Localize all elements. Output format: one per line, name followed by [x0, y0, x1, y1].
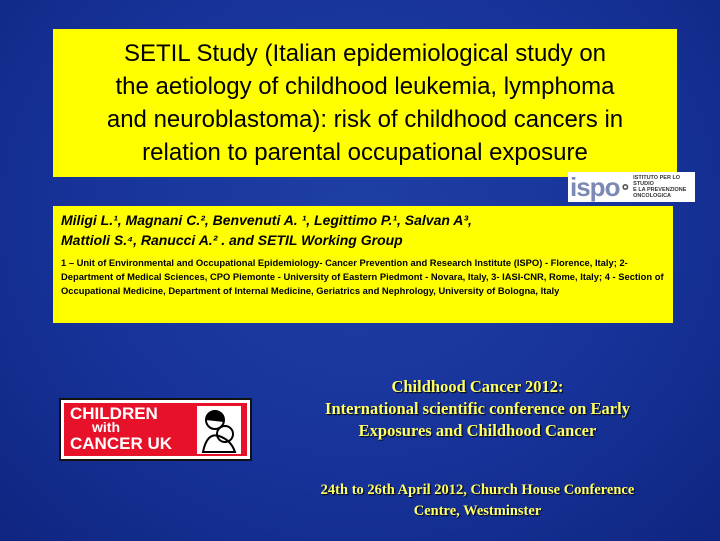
- ispo-sub-line: E LA PREVENZIONE ONCOLOGICA: [633, 187, 687, 199]
- ispo-logo-subtitle: [633, 175, 695, 199]
- title-box: [53, 29, 677, 177]
- authors-line: Miligi L.¹, Magnani C.², Benvenuti A. ¹, Legittimo P.¹, Salvan A³,: [61, 212, 472, 228]
- title-line: SETIL Study (Italian epidemiological study on: [123, 40, 607, 67]
- title-line: the aetiology of childhood leukemia, lymphoma: [115, 73, 615, 100]
- affiliations: 1 – Unit of Environmental and Occupational Epidemiology- Cancer Prevention and Research Institute (ISPO) - Florence, Italy; 2-Department of Medical Sciences, CPO Piemonte - University of Eastern Piedmont - Novara, Italy, 3- IASI-CNR, Rome, Italy; 4 - Section of Occupational Medicine, Department of Internal Medicine, Geriatrics and Nephrology, University of Bologna, Italy: [61, 257, 664, 296]
- venue-info: [265, 480, 690, 522]
- conference-line: Exposures and Childhood Cancer: [358, 421, 597, 440]
- conference-line: International scientific conference on Early: [325, 399, 630, 418]
- cwc-logo-line: CANCER UK: [70, 434, 172, 453]
- mother-child-icon: [197, 406, 241, 454]
- cwc-logo-line: with: [92, 419, 120, 435]
- cwc-logo-line: CHILDREN: [70, 404, 158, 423]
- conference-info: [265, 376, 690, 442]
- title-line: relation to parental occupational exposure: [142, 139, 588, 166]
- authors-line: Mattioli S.⁴, Ranucci A.² . and SETIL Working Group: [61, 232, 403, 248]
- ispo-emblem-icon: [622, 182, 629, 192]
- ispo-logo: [568, 172, 695, 202]
- venue-line: 24th to 26th April 2012, Church House Conference: [320, 482, 635, 498]
- children-with-cancer-logo: [59, 398, 252, 461]
- ispo-logo-letters: ispo: [570, 172, 620, 202]
- ispo-sub-line: ISTITUTO PER LO STUDIO: [633, 175, 681, 187]
- authors: [61, 210, 667, 250]
- conference-line: Childhood Cancer 2012:: [391, 377, 564, 396]
- authors-box: [53, 206, 673, 323]
- title-line: and neuroblastoma): risk of childhood cancers in: [106, 106, 624, 133]
- venue-line: Centre, Westminster: [413, 503, 542, 519]
